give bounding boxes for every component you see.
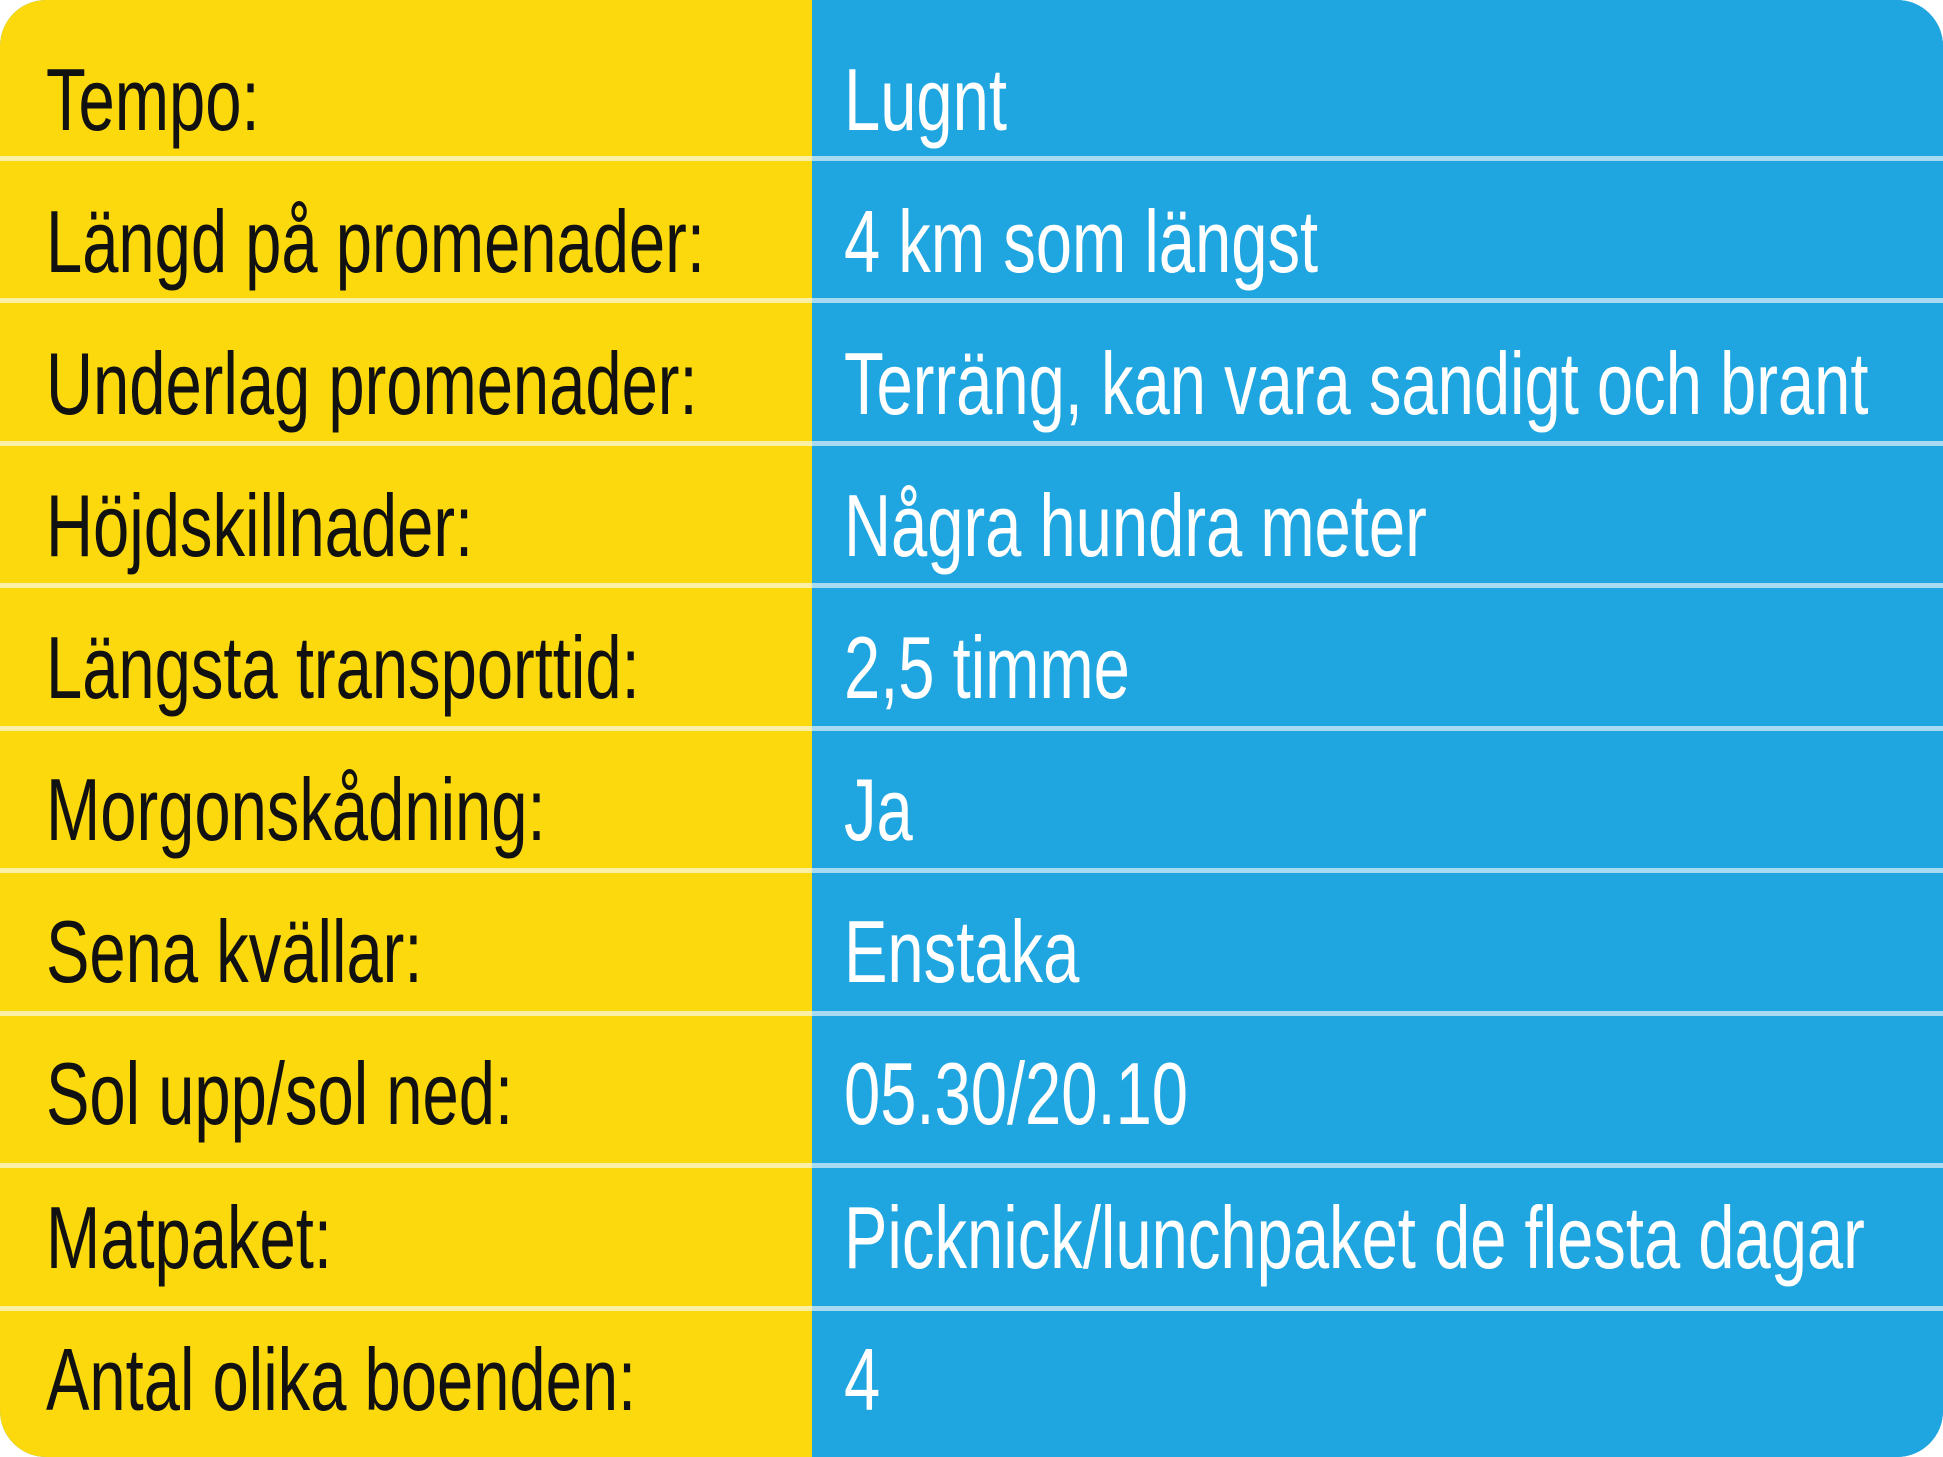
table-row-sunrise-sunset (0, 1024, 1943, 1164)
row-divider (0, 726, 1943, 731)
row-label: Sol upp/sol ned: (46, 1044, 514, 1143)
row-label: Sena kvällar: (46, 902, 423, 1001)
row-divider (0, 441, 1943, 446)
table-row-elevation (0, 456, 1943, 596)
row-value: 4 (844, 1330, 881, 1429)
row-value: Picknick/lunchpaket de flesta dagar (844, 1188, 1865, 1287)
table-row-accommodations (0, 1310, 1943, 1450)
row-divider (0, 156, 1943, 161)
row-value: 4 km som längst (844, 192, 1319, 291)
row-label: Tempo: (46, 50, 260, 149)
row-divider (0, 868, 1943, 873)
row-label: Morgonskådning: (46, 760, 546, 859)
row-value: Lugnt (844, 50, 1007, 149)
table-row-morning-watching (0, 740, 1943, 880)
row-divider (0, 583, 1943, 588)
row-value: Några hundra meter (844, 476, 1427, 575)
row-label: Höjdskillnader: (46, 476, 474, 575)
row-value: Terräng, kan vara sandigt och brant (844, 334, 1869, 433)
table-row-food-packages (0, 1168, 1943, 1308)
row-label: Matpaket: (46, 1188, 332, 1287)
row-value: 05.30/20.10 (844, 1044, 1189, 1143)
row-value: 2,5 timme (844, 618, 1130, 717)
row-divider (0, 298, 1943, 303)
row-label: Längsta transporttid: (46, 618, 640, 717)
table-row-walk-surface (0, 314, 1943, 454)
row-value: Ja (844, 760, 913, 859)
row-label: Längd på promenader: (46, 192, 705, 291)
table-row-walk-length (0, 172, 1943, 312)
table-row-tempo (0, 30, 1943, 170)
row-value: Enstaka (844, 902, 1080, 1001)
table-row-transport-time (0, 598, 1943, 738)
row-divider (0, 1011, 1943, 1016)
row-label: Underlag promenader: (46, 334, 698, 433)
row-label: Antal olika boenden: (46, 1330, 637, 1429)
table-row-late-evenings (0, 882, 1943, 1022)
